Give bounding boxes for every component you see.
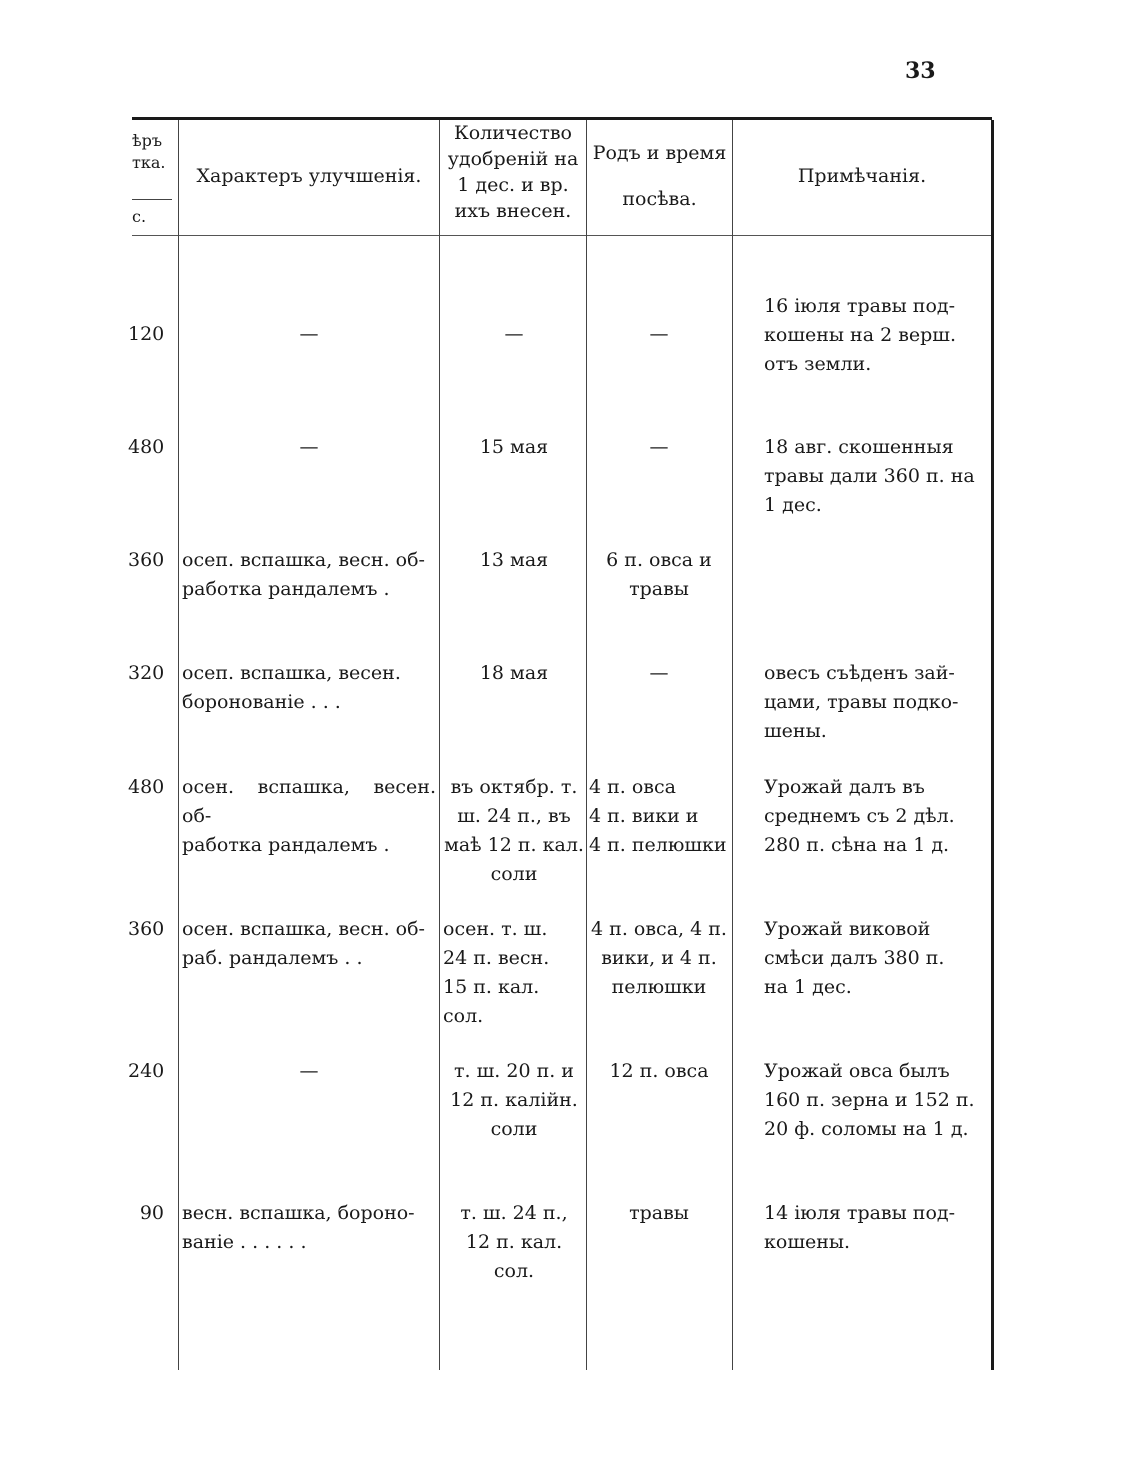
row-characteristic: — bbox=[299, 323, 319, 345]
row-crop: 12 п. овса bbox=[609, 1060, 709, 1082]
row-note: Урожай далъ въ среднемъ съ 2 дѣл. 280 п. сѣна на 1 д. bbox=[764, 776, 955, 856]
row-number: 320 bbox=[128, 662, 165, 684]
row-number: 90 bbox=[139, 1202, 164, 1224]
row-note: Урожай овса былъ 160 п. зерна и 152 п. 20 ф. соломы на 1 д. bbox=[764, 1060, 975, 1140]
header-num-unit: с. bbox=[132, 207, 147, 226]
page-number: 33 bbox=[905, 58, 936, 84]
row-characteristic: — bbox=[299, 1060, 319, 1082]
header-notes: Примѣчанія. bbox=[797, 165, 927, 187]
row-quantity: 18 мая bbox=[479, 662, 549, 684]
row-quantity: т. ш. 20 п. и 12 п. калійн. соли bbox=[450, 1060, 578, 1140]
row-characteristic: весн. вспашка, бороно- ваніе . . . . . . bbox=[182, 1202, 415, 1253]
column-divider bbox=[439, 120, 440, 1370]
row-number: 360 bbox=[128, 918, 165, 940]
row-quantity: т. ш. 24 п., 12 п. кал. сол. bbox=[460, 1202, 568, 1282]
column-divider bbox=[586, 120, 587, 1370]
row-characteristic: осен. вспашка, весен. об- работка рандалемъ . bbox=[182, 776, 436, 856]
row-crop: 6 п. овса и травы bbox=[606, 549, 712, 600]
row-quantity: — bbox=[504, 323, 524, 345]
header-characteristic: Характеръ улучшенія. bbox=[196, 165, 422, 187]
row-quantity: 13 мая bbox=[479, 549, 549, 571]
row-number: 120 bbox=[128, 323, 165, 345]
row-characteristic: — bbox=[299, 436, 319, 458]
row-note: овесъ съѣденъ зай- цами, травы подко- шены. bbox=[764, 662, 959, 742]
row-crop: — bbox=[649, 662, 669, 684]
header-crop-line1: Родъ и время bbox=[592, 142, 727, 164]
header-rule bbox=[132, 235, 992, 236]
row-number: 480 bbox=[128, 436, 165, 458]
header-crop-line2: посѣва. bbox=[622, 188, 697, 210]
row-note: 14 іюля травы под- кошены. bbox=[764, 1202, 956, 1253]
row-quantity: въ октябр. т. ш. 24 п., въ маѣ 12 п. кал. соли bbox=[444, 776, 584, 885]
row-note: 18 авг. скошенныя травы дали 360 п. на 1 дес. bbox=[764, 436, 975, 516]
header-num-separator bbox=[132, 199, 172, 200]
row-number: 360 bbox=[128, 549, 165, 571]
row-crop: 4 п. овса, 4 п. вики, и 4 п. пелюшки bbox=[591, 918, 727, 998]
row-characteristic: осеп. вспашка, весн. об- работка рандалемъ . bbox=[182, 549, 425, 600]
row-crop: травы bbox=[629, 1202, 689, 1224]
row-quantity: 15 мая bbox=[479, 436, 549, 458]
row-number: 480 bbox=[128, 776, 165, 798]
column-divider bbox=[178, 120, 179, 1370]
row-crop: — bbox=[649, 323, 669, 345]
header-quantity: Количество удобреній на 1 дес. и вр. ихъ внесен. bbox=[447, 122, 579, 222]
header-num-col: ѣръ тка. bbox=[132, 131, 166, 172]
row-note: 16 іюля травы под- кошены на 2 верш. отъ земли. bbox=[764, 295, 957, 375]
row-quantity: осен. т. ш. 24 п. весн. 15 п. кал. сол. bbox=[443, 918, 550, 1027]
column-divider bbox=[732, 120, 733, 1370]
row-characteristic: осен. вспашка, весн. об- раб. рандалемъ . . bbox=[182, 918, 425, 969]
row-characteristic: осеп. вспашка, весен. боронованіе . . . bbox=[182, 662, 401, 713]
row-number: 240 bbox=[128, 1060, 165, 1082]
row-note: Урожай виковой смѣси далъ 380 п. на 1 дес. bbox=[764, 918, 945, 998]
row-crop: — bbox=[649, 436, 669, 458]
row-crop: 4 п. овса 4 п. вики и 4 п. пелюшки bbox=[589, 776, 727, 856]
